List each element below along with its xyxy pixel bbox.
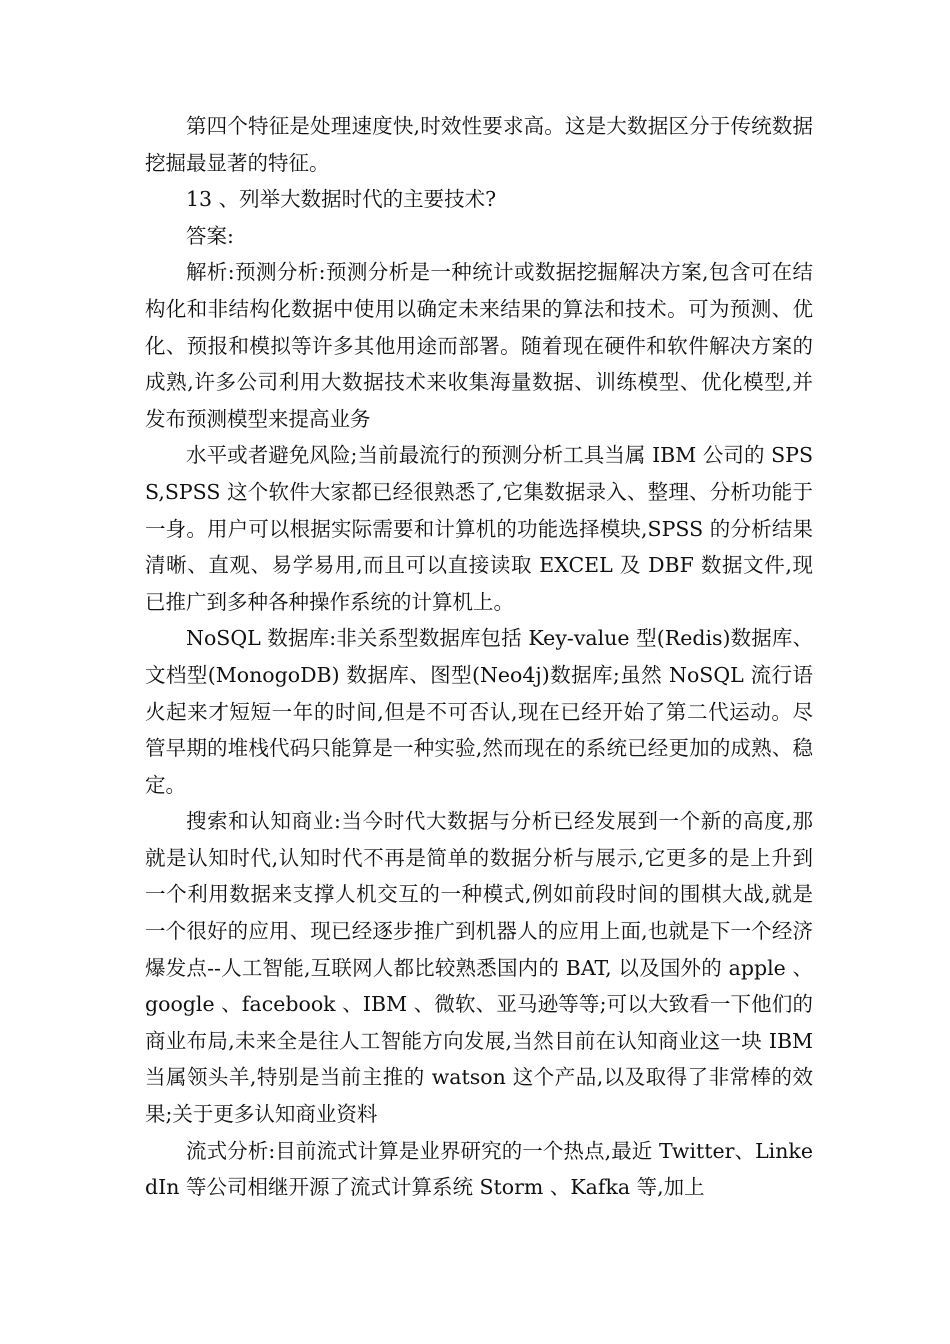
paragraph-predictive-analysis: 解析:预测分析:预测分析是一种统计或数据挖掘解决方案,包含可在结构化和非结构化数据中使用以确定未来结果的算法和技术。可为预测、优化、预报和模拟等许多其他用途而部署。随着现在硬件和软件解决方案的成熟,许多公司利用大数据技术来收集海量数据、训练模型、优化模型,并发布预测模型来提高业务 <box>145 260 813 431</box>
document-page <box>145 108 813 1206</box>
question-13: 13 、列举大数据时代的主要技术? <box>186 187 497 212</box>
paragraph-nosql: NoSQL 数据库:非关系型数据库包括 Key-value 型(Redis)数据库、文档型(MonogoDB) 数据库、图型(Neo4j)数据库;虽然 NoSQL 流行语火起来才短短一年的时间,但是不可否认,现在已经开始了第二代运动。尽管早期的堆栈代码只能算是一种实验,然而现在的系统已经更加的成熟、稳定。 <box>145 626 813 797</box>
paragraph-stream-analysis: 流式分析:目前流式计算是业界研究的一个热点,最近 Twitter、LinkedIn 等公司相继开源了流式计算系统 Storm 、Kafka 等,加上 <box>145 1138 813 1200</box>
paragraph-spss: 水平或者避免风险;当前最流行的预测分析工具当属 IBM 公司的 SPSS,SPSS 这个软件大家都已经很熟悉了,它集数据录入、整理、分析功能于一身。用户可以根据实际需要和计算机的功能选择模块,SPSS 的分析结果清晰、直观、易学易用,而且可以直接读取 EXCEL 及 DBF 数据文件,现已推广到多种各种操作系统的计算机上。 <box>145 443 813 614</box>
paragraph-cognitive-business: 搜索和认知商业:当今时代大数据与分析已经发展到一个新的高度,那就是认知时代,认知时代不再是简单的数据分析与展示,它更多的是上升到一个利用数据来支撑人机交互的一种模式,例如前段时间的围棋大战,就是一个很好的应用、现已经逐步推广到机器人的应用上面,也就是下一个经济爆发点--人工智能,互联网人都比较熟悉国内的 BAT, 以及国外的 apple 、google 、facebook 、IBM 、微软、亚马逊等等;可以大致看一下他们的商业布局,未来全是往人工智能方向发展,当然目前在认知商业这一块 IBM 当属领头羊,特别是当前主推的 watson 这个产品,以及取得了非常棒的效果;关于更多认知商业资料 <box>145 809 813 1127</box>
paragraph-feature-four: 第四个特征是处理速度快,时效性要求高。这是大数据区分于传统数据挖掘最显著的特征。 <box>145 114 813 175</box>
answer-label: 答案: <box>186 223 234 248</box>
